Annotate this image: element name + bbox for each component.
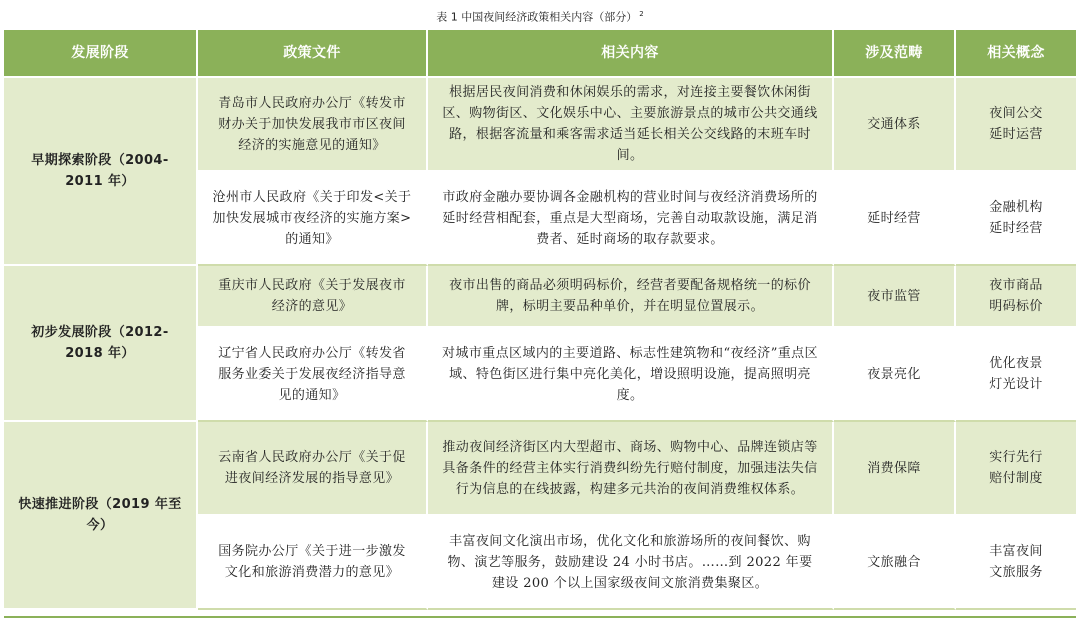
header-scope: 涉及范畴 [834,30,956,78]
table-row [4,78,1076,172]
table-header-row [4,30,1076,78]
content-cell: 推动夜间经济街区内大型超市、商场、购物中心、品牌连锁店等具备条件的经营主体实行消费纠纷先行赔付制度，加强违法失信行为信息的在线披露，构建多元共治的夜间消费维权体系。 [428,422,834,516]
scope-cell: 交通体系 [834,78,956,172]
concept-cell [956,422,1076,516]
content-cell: 根据居民夜间消费和休闲娱乐的需求，对连接主要餐饮休闲街区、购物街区、文化娱乐中心、主要旅游景点的城市公共交通线路，根据客流量和乘客需求适当延长相关公交线路的末班车时间。 [428,78,834,172]
concept-line: 赔付制度 [989,471,1043,486]
concept-line: 夜市商品 [989,278,1043,293]
header-stage: 发展阶段 [4,30,198,78]
concept-line: 延时经营 [989,221,1043,236]
concept-line: 实行先行 [989,450,1043,465]
concept-line: 延时运营 [989,127,1043,142]
concept-line: 金融机构 [989,200,1043,215]
concept-cell [956,172,1076,266]
doc-cell: 青岛市人民政府办公厅《转发市财办关于加快发展我市市区夜间经济的实施意见的通知》 [198,78,428,172]
scope-cell: 夜市监管 [834,266,956,328]
doc-cell: 沧州市人民政府《关于印发<关于加快发展城市夜经济的实施方案>的通知》 [198,172,428,266]
concept-cell [956,328,1076,422]
concept-line: 明码标价 [989,299,1043,314]
table-row [4,266,1076,328]
content-cell: 对城市重点区域内的主要道路、标志性建筑物和“夜经济”重点区域、特色街区进行集中亮化美化，增设照明设施，提高照明亮度。 [428,328,834,422]
header-concept: 相关概念 [956,30,1076,78]
stage-cell-rapid: 快速推进阶段（2019 年至今） [4,422,198,610]
concept-line: 丰富夜间 [989,544,1043,559]
stage-cell-initial: 初步发展阶段（2012-2018 年） [4,266,198,422]
policy-table [4,30,1076,610]
scope-cell: 消费保障 [834,422,956,516]
content-cell: 夜市出售的商品必须明码标价，经营者要配备规格统一的标价牌，标明主要品种单价，并在明显位置展示。 [428,266,834,328]
header-doc: 政策文件 [198,30,428,78]
scope-cell: 夜景亮化 [834,328,956,422]
concept-line: 优化夜景 [989,356,1043,371]
stage-cell-early: 早期探索阶段（2004-2011 年） [4,78,198,266]
doc-cell: 云南省人民政府办公厅《关于促进夜间经济发展的指导意见》 [198,422,428,516]
content-cell: 丰富夜间文化演出市场，优化文化和旅游场所的夜间餐饮、购物、演艺等服务，鼓励建设 24 小时书店。……到 2022 年要建设 200 个以上国家级夜间文旅消费集聚区。 [428,516,834,610]
doc-cell: 国务院办公厅《关于进一步激发文化和旅游消费潜力的意见》 [198,516,428,610]
concept-line: 夜间公交 [989,106,1043,121]
scope-cell: 文旅融合 [834,516,956,610]
concept-cell [956,266,1076,328]
doc-cell: 辽宁省人民政府办公厅《转发省服务业委关于发展夜经济指导意见的通知》 [198,328,428,422]
concept-line: 灯光设计 [989,377,1043,392]
content-cell: 市政府金融办要协调各金融机构的营业时间与夜经济消费场所的延时经营相配套，重点是大型商场，完善自动取款设施，满足消费者、延时商场的取存款要求。 [428,172,834,266]
concept-line: 文旅服务 [989,565,1043,580]
header-content: 相关内容 [428,30,834,78]
footnote-marker: 2 [639,10,644,18]
table-caption-title: 表 1 中国夜间经济政策相关内容（部分） [436,10,638,24]
table-row [4,422,1076,516]
doc-cell: 重庆市人民政府《关于发展夜市经济的意见》 [198,266,428,328]
table-caption [0,0,1080,28]
table-bottom-rule [4,616,1076,618]
scope-cell: 延时经营 [834,172,956,266]
concept-cell [956,516,1076,610]
concept-cell [956,78,1076,172]
